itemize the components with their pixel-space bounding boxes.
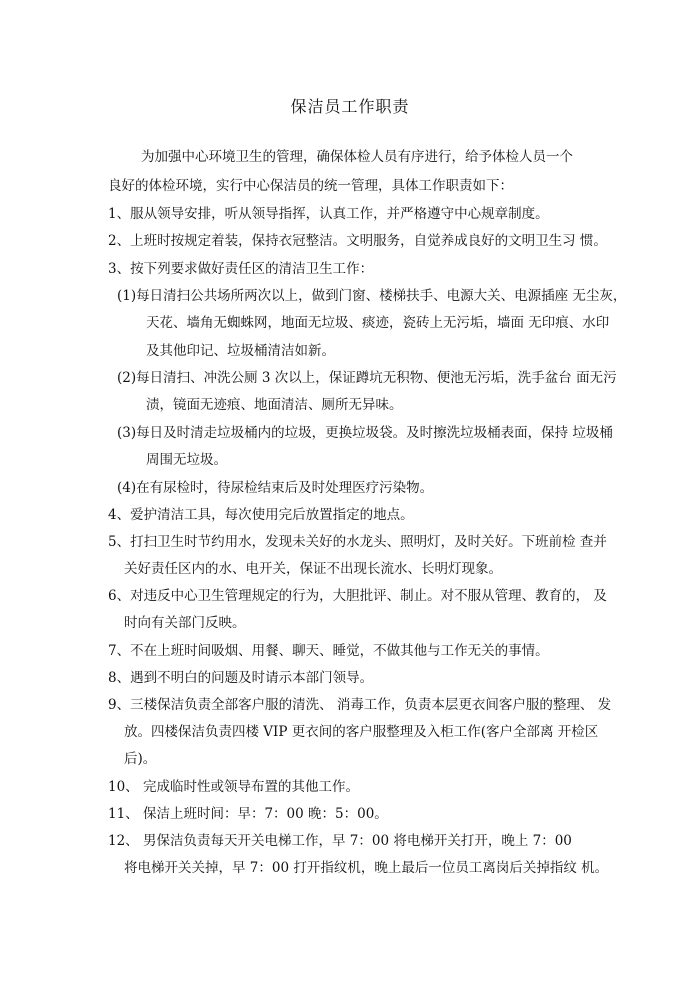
sub-item-1-line-3: 及其他印记、垃圾桶清洁如新。 xyxy=(146,343,335,359)
sub-item-2-line-2: 渍，镜面无迹痕、地面清洁、厕所无异味。 xyxy=(146,397,403,413)
intro-line-1: 为加强中心环境卫生的管理，确保体检人员有序进行，给予体检人员一个 xyxy=(141,149,573,165)
sub-item-1-line-2: 天花、墙角无蜘蛛网，地面无垃圾、痰迹，瓷砖上无污垢，墙面 无印痕、水印 xyxy=(146,315,610,331)
item-8: 8、遇到不明白的问题及时请示本部门领导。 xyxy=(108,670,374,686)
item-5-line-1: 5、打扫卫生时节约用水，发现未关好的水龙头、照明灯，及时关好。下班前检 查并 xyxy=(108,534,607,550)
item-1: 1、服从领导安排，听从领导指挥，认真工作，并严格遵守中心规章制度。 xyxy=(108,206,549,222)
document-title: 保洁员工作职责 xyxy=(290,97,410,116)
item-7: 7、不在上班时间吸烟、用餐、聊天、睡觉，不做其他与工作无关的事情。 xyxy=(108,643,549,659)
item-9-line-3: 后)。 xyxy=(124,751,157,767)
item-5-line-2: 关好责任区内的水、电开关，保证不出现长流水、长明灯现象。 xyxy=(124,561,502,577)
intro-line-2: 良好的体检环境，实行中心保洁员的统一管理，具体工作职责如下： xyxy=(108,178,513,194)
sub-item-1-line-1: (1)每日清扫公共场所两次以上，做到门窗、楼梯扶手、电源大关、电源插座 无尘灰， xyxy=(117,288,627,304)
item-6-line-1: 6、对违反中心卫生管理规定的行为，大胆批评、制止。对不服从管理、教育的， 及 xyxy=(108,588,607,604)
item-2: 2、上班时按规定着装，保持衣冠整洁。文明服务，自觉养成良好的文明卫生习 惯。 xyxy=(108,233,607,249)
sub-item-4: (4)在有尿检时，待尿检结束后及时处理医疗污染物。 xyxy=(117,480,434,496)
item-12-line-1: 12、 男保洁负责每天开关电梯工作，早 7：00 将电梯开关打开，晚上 7：00 xyxy=(108,833,572,849)
item-6-line-2: 时向有关部门反映。 xyxy=(124,615,246,631)
item-9-line-2: 放。四楼保洁负责四楼 VIP 更衣间的客户服整理及入柜工作(客户全部离 开检区 xyxy=(124,724,599,740)
item-4: 4、爱护清洁工具，每次使用完后放置指定的地点。 xyxy=(108,507,414,523)
sub-item-3-line-1: (3)每日及时清走垃圾桶内的垃圾，更换垃圾袋。及时擦洗垃圾桶表面，保持 垃圾桶 xyxy=(117,425,613,441)
sub-item-2-line-1: (2)每日清扫、冲洗公厕 3 次以上，保证蹲坑无积物、便池无污垢，洗手盆台 面无污 xyxy=(117,370,617,386)
sub-item-3-line-2: 周围无垃圾。 xyxy=(146,452,227,468)
item-9-line-1: 9、三楼保洁负责全部客户服的清洗、 消毒工作，负责本层更衣间客户服的整理、 发 xyxy=(108,697,612,713)
item-11: 11、 保洁上班时间：早：7：00 晚：5：00。 xyxy=(108,806,388,822)
item-3: 3、按下列要求做好责任区的清洁卫生工作： xyxy=(108,261,374,277)
item-12-line-2: 将电梯开关关掉，早 7：00 打开指纹机，晚上最后一位员工离岗后关掉指纹 机。 xyxy=(124,860,609,876)
item-10: 10、 完成临时性或领导布置的其他工作。 xyxy=(108,779,359,795)
